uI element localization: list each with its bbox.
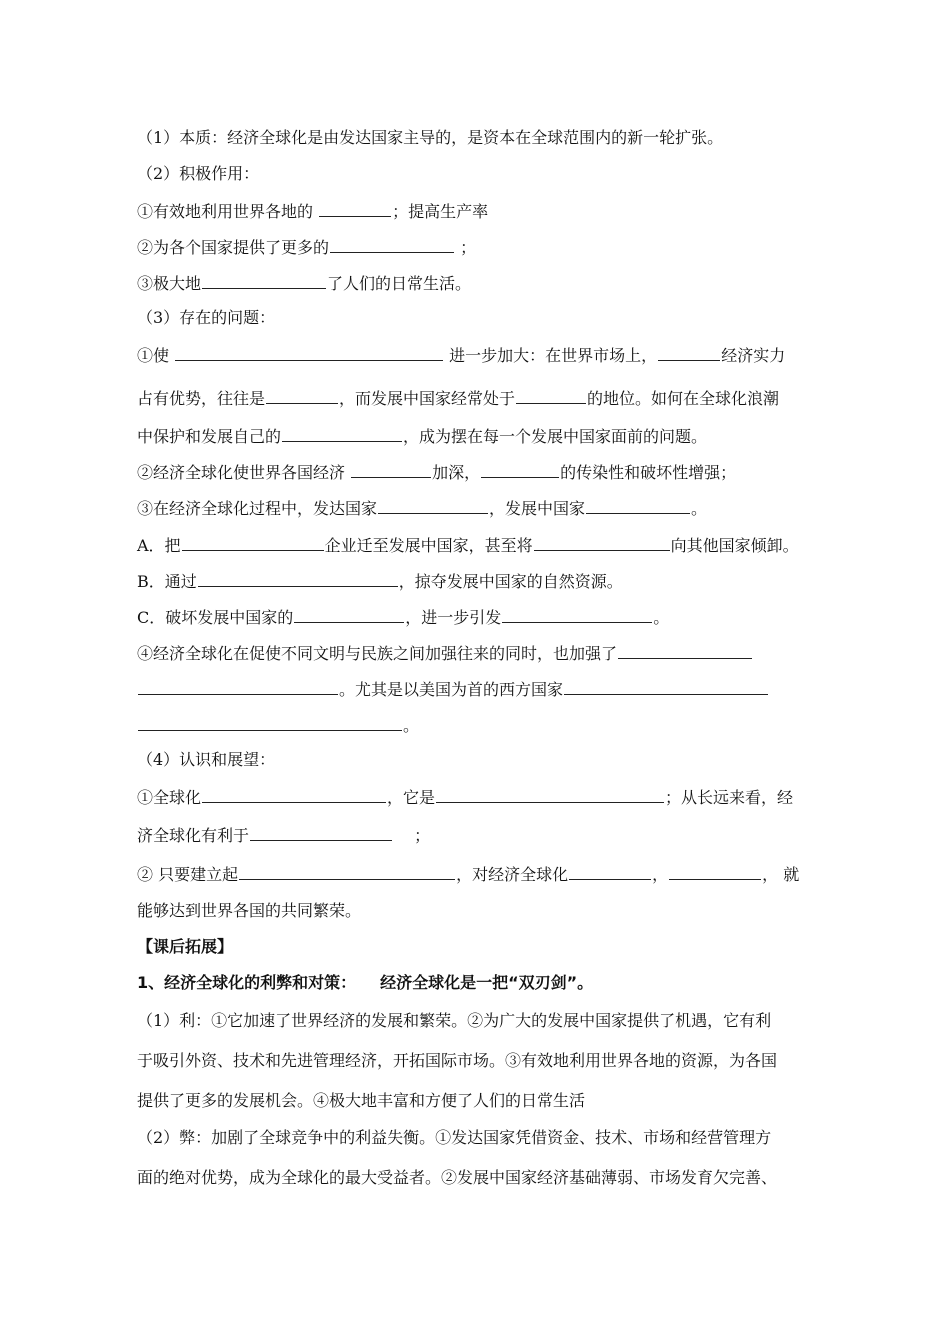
fill-blank[interactable] xyxy=(351,460,431,478)
problem-item-3-c: C．破坏发展中国家的 ，进一步引发 。 xyxy=(137,605,817,629)
disadvantages-line-2: 面的绝对优势，成为全球化的最大受益者。②发展中国家经济基础薄弱、市场发育欠完善、 xyxy=(137,1168,778,1187)
problem-item-2: ②经济全球化使世界各国经济 加深， 的传染性和破坏性增强； xyxy=(137,460,817,484)
fill-blank[interactable] xyxy=(436,785,664,803)
fill-blank[interactable] xyxy=(239,862,455,880)
fill-blank[interactable] xyxy=(378,496,488,514)
fill-blank[interactable] xyxy=(182,533,324,551)
fill-blank[interactable] xyxy=(198,569,398,587)
disadvantages-line-1: （2）弊：加剧了全球竞争中的利益失衡。①发达国家凭借资金、技术、市场和经营管理方 xyxy=(137,1128,772,1147)
problem-item-1-line-1: ①使 进一步加大：在世界市场上， 经济实力 xyxy=(137,343,817,367)
positive-item-3: ③极大地 了人们的日常生活。 xyxy=(137,271,817,295)
fill-blank[interactable] xyxy=(502,605,652,623)
fill-blank[interactable] xyxy=(330,235,454,253)
outlook-item-2-line-2: 能够达到世界各国的共同繁荣。 xyxy=(137,901,362,920)
outlook-item-1-line-1: ①全球化 ，它是 ；从长远来看，经 xyxy=(137,785,817,809)
problem-item-4-line-2: 。尤其是以美国为首的西方国家 xyxy=(137,677,817,701)
fill-blank[interactable] xyxy=(586,496,690,514)
outlook-title: （4）认识和展望： xyxy=(137,750,276,769)
fill-blank[interactable] xyxy=(266,386,338,404)
advantages-line-3: 提供了更多的发展机会。④极大地丰富和方便了人们的日常生活 xyxy=(137,1091,586,1110)
fill-blank[interactable] xyxy=(534,533,670,551)
fill-blank[interactable] xyxy=(138,713,402,731)
fill-blank[interactable] xyxy=(564,677,768,695)
problem-item-1-line-2: 占有优势，往往是 ，而发展中国家经常处于 的地位。如何在全球化浪潮 xyxy=(137,386,817,410)
problem-item-4-line-3: 。 xyxy=(137,713,817,737)
problem-item-3-a: A．把 企业迁至发展中国家，甚至将 向其他国家倾卸。 xyxy=(137,533,817,557)
fill-blank[interactable] xyxy=(202,785,386,803)
problem-item-4-line-1: ④经济全球化在促使不同文明与民族之间加强往来的同时，也加强了 xyxy=(137,641,817,665)
fill-blank[interactable] xyxy=(250,823,392,841)
extension-1-title: 1、经济全球化的利弊和对策： 经济全球化是一把“双刃剑”。 xyxy=(137,973,594,992)
fill-blank[interactable] xyxy=(294,605,404,623)
positive-effects-title: （2）积极作用： xyxy=(137,164,260,183)
positive-item-2: ②为各个国家提供了更多的 ； xyxy=(137,235,817,259)
fill-blank[interactable] xyxy=(658,343,720,361)
fill-blank[interactable] xyxy=(138,677,338,695)
fill-blank[interactable] xyxy=(282,424,402,442)
outlook-item-2-line-1: ② 只要建立起 ，对经济全球化 ， ， 就 xyxy=(137,862,817,886)
advantages-line-1: （1）利：①它加速了世界经济的发展和繁荣。②为广大的发展中国家提供了机遇，它有利 xyxy=(137,1011,772,1030)
problem-item-3-b: B．通过 ，掠夺发展中国家的自然资源。 xyxy=(137,569,817,593)
problem-item-3: ③在经济全球化过程中，发达国家 ，发展中国家 。 xyxy=(137,496,817,520)
fill-blank[interactable] xyxy=(569,862,651,880)
outlook-item-1-line-2: 济全球化有利于 ； xyxy=(137,823,817,847)
fill-blank[interactable] xyxy=(319,199,391,217)
advantages-line-2: 于吸引外资、技术和先进管理经济，开拓国际市场。③有效地利用世界各地的资源，为各国 xyxy=(137,1051,778,1070)
problems-title: （3）存在的问题： xyxy=(137,308,276,327)
fill-blank[interactable] xyxy=(516,386,586,404)
fill-blank[interactable] xyxy=(618,641,752,659)
essence-line: （1）本质：经济全球化是由发达国家主导的，是资本在全球范围内的新一轮扩张。 xyxy=(137,128,724,147)
fill-blank[interactable] xyxy=(175,343,443,361)
positive-item-1: ①有效地利用世界各地的 ；提高生产率 xyxy=(137,199,817,223)
problem-item-1-line-3: 中保护和发展自己的 ，成为摆在每一个发展中国家面前的问题。 xyxy=(137,424,817,448)
fill-blank[interactable] xyxy=(202,271,326,289)
after-class-heading: 【课后拓展】 xyxy=(137,937,234,956)
fill-blank[interactable] xyxy=(481,460,559,478)
fill-blank[interactable] xyxy=(669,862,761,880)
